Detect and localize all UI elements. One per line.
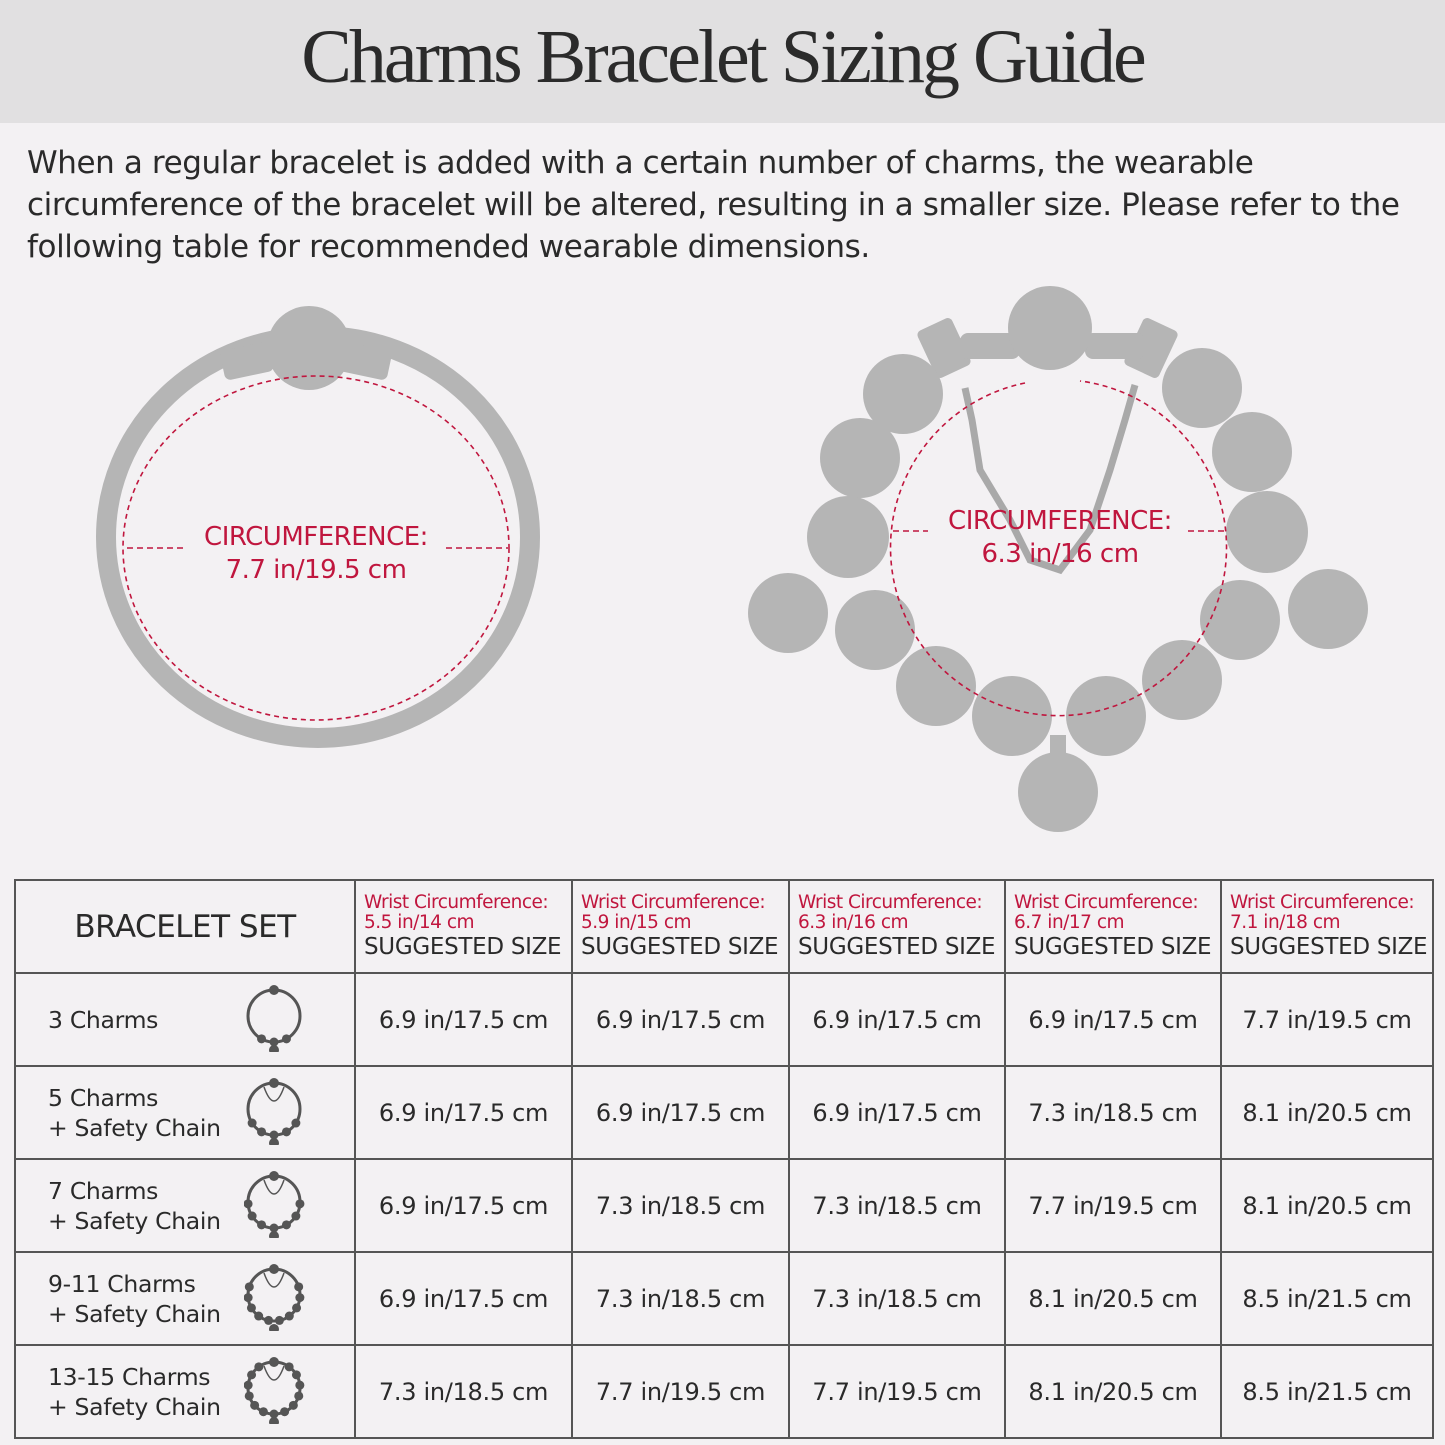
sizing-table [14, 879, 1434, 1439]
table-row [15, 1252, 1433, 1345]
suggested-size-cell: 6.9 in/17.5 cm [355, 1159, 572, 1252]
charm-count: 3 Charms [48, 1005, 159, 1034]
suggested-size-cell: 8.1 in/20.5 cm [1005, 1252, 1221, 1345]
suggested-size-label: SUGGESTED SIZE [1230, 933, 1428, 960]
circumference-value: 7.7 in/19.5 cm [225, 555, 407, 585]
suggested-size-label: SUGGESTED SIZE [364, 933, 562, 960]
wrist-value: 6.7 in/17 cm [1014, 911, 1125, 933]
charm-count: 13-15 Charms [48, 1362, 211, 1391]
suggested-size-cell: 7.3 in/18.5 cm [355, 1345, 572, 1438]
suggested-size-cell: 8.1 in/20.5 cm [1005, 1345, 1221, 1438]
table-row [15, 1159, 1433, 1252]
wrist-column-header [1005, 880, 1221, 973]
charm-count: 7 Charms [48, 1176, 159, 1205]
suggested-size-cell: 7.3 in/18.5 cm [789, 1252, 1005, 1345]
wrist-column-header [572, 880, 789, 973]
suggested-size-cell: 8.1 in/20.5 cm [1221, 1066, 1433, 1159]
suggested-size-cell: 7.3 in/18.5 cm [789, 1159, 1005, 1252]
wrist-value: 5.5 in/14 cm [364, 911, 475, 933]
bracelet-set-label [48, 1005, 158, 1035]
bracelet-3-charms-icon [244, 982, 308, 1058]
bracelet-set-header: BRACELET SET [15, 880, 355, 973]
safety-chain-note: + Safety Chain [48, 1392, 221, 1421]
suggested-size-cell: 8.5 in/21.5 cm [1221, 1252, 1433, 1345]
suggested-size-cell: 7.7 in/19.5 cm [1221, 973, 1433, 1066]
wrist-column-header [789, 880, 1005, 973]
suggested-size-cell: 7.7 in/19.5 cm [572, 1345, 789, 1438]
wrist-value: 5.9 in/15 cm [581, 911, 692, 933]
suggested-size-cell: 6.9 in/17.5 cm [572, 1066, 789, 1159]
bracelet-set-cell [15, 1252, 355, 1345]
safety-chain-note: + Safety Chain [48, 1113, 221, 1142]
bracelet-set-cell [15, 1159, 355, 1252]
bracelet-set-cell [15, 1066, 355, 1159]
suggested-size-cell: 7.3 in/18.5 cm [1005, 1066, 1221, 1159]
wrist-column-header [355, 880, 572, 973]
bracelet-set-label [48, 1176, 221, 1236]
table-row [15, 1066, 1433, 1159]
wrist-label: Wrist Circumference: [581, 891, 766, 913]
wrist-value: 7.1 in/18 cm [1230, 911, 1341, 933]
left-circumference-label [166, 521, 466, 587]
suggested-size-cell: 6.9 in/17.5 cm [1005, 973, 1221, 1066]
right-circumference-label [910, 505, 1210, 571]
suggested-size-cell: 6.9 in/17.5 cm [789, 973, 1005, 1066]
wrist-label: Wrist Circumference: [1230, 891, 1415, 913]
suggested-size-cell: 7.7 in/19.5 cm [1005, 1159, 1221, 1252]
page-title: Charms Bracelet Sizing Guide [301, 15, 1144, 99]
table-header-row [15, 880, 1433, 973]
suggested-size-label: SUGGESTED SIZE [1014, 933, 1212, 960]
bracelet-set-label [48, 1362, 221, 1422]
bracelet-set-label [48, 1269, 221, 1329]
suggested-size-label: SUGGESTED SIZE [798, 933, 996, 960]
suggested-size-cell: 7.7 in/19.5 cm [789, 1345, 1005, 1438]
wrist-label: Wrist Circumference: [364, 891, 549, 913]
bracelet-5-charms-icon [244, 1075, 308, 1151]
suggested-size-cell: 6.9 in/17.5 cm [789, 1066, 1005, 1159]
suggested-size-label: SUGGESTED SIZE [581, 933, 779, 960]
table-row [15, 1345, 1433, 1438]
suggested-size-cell: 7.3 in/18.5 cm [572, 1159, 789, 1252]
charm-count: 9-11 Charms [48, 1269, 196, 1298]
suggested-size-cell: 6.9 in/17.5 cm [355, 973, 572, 1066]
safety-chain-note: + Safety Chain [48, 1206, 221, 1235]
suggested-size-cell: 6.9 in/17.5 cm [572, 973, 789, 1066]
wrist-label: Wrist Circumference: [798, 891, 983, 913]
safety-chain-note: + Safety Chain [48, 1299, 221, 1328]
circumference-title: CIRCUMFERENCE: [204, 522, 428, 552]
suggested-size-cell: 8.1 in/20.5 cm [1221, 1159, 1433, 1252]
charm-count: 5 Charms [48, 1083, 159, 1112]
bracelet-13-15-charms-icon [244, 1354, 308, 1430]
wrist-value: 6.3 in/16 cm [798, 911, 909, 933]
suggested-size-cell: 6.9 in/17.5 cm [355, 1066, 572, 1159]
suggested-size-cell: 8.5 in/21.5 cm [1221, 1345, 1433, 1438]
wrist-column-header [1221, 880, 1433, 973]
title-band [0, 0, 1445, 123]
circumference-value: 6.3 in/16 cm [981, 539, 1139, 569]
bracelet-set-label [48, 1083, 221, 1143]
bracelet-7-charms-icon [244, 1168, 308, 1244]
suggested-size-cell: 6.9 in/17.5 cm [355, 1252, 572, 1345]
intro-text: When a regular bracelet is added with a certain number of charms, the wearable circumference of the bracelet will be altered, resulting in a smaller size. Please refer to the following table for recommended wearable dimensions. [27, 145, 1400, 265]
circumference-title: CIRCUMFERENCE: [948, 506, 1172, 536]
suggested-size-cell: 7.3 in/18.5 cm [572, 1252, 789, 1345]
table-row [15, 973, 1433, 1066]
bracelet-set-cell [15, 1345, 355, 1438]
bracelet-9-11-charms-icon [244, 1261, 308, 1337]
wrist-label: Wrist Circumference: [1014, 891, 1199, 913]
bracelet-set-cell [15, 973, 355, 1066]
